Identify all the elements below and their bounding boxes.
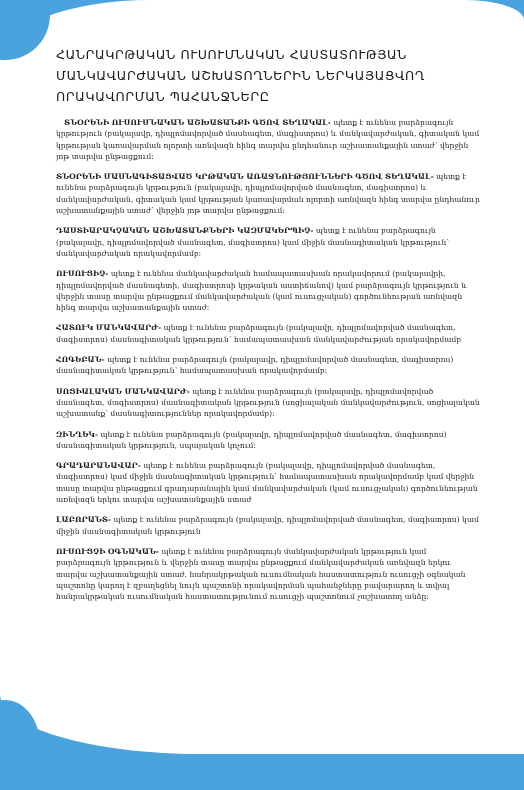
- position-title: ՍՈՑԻԱԼԱԿԱՆ ՄԱՆԿԱՎԱՐԺ-: [56, 386, 190, 396]
- requirement-paragraph: [56, 171, 480, 216]
- requirement-paragraph: [56, 322, 480, 345]
- requirement-text: պետք է ունենա բարձրագույն (բակալավր, դիպլոմավորված մասնագետ, մագիստրոս) կամ միջին մասնագիտական կրթություն: [56, 515, 479, 536]
- title-line: ՈՐԱԿԱՎՈՐՄԱՆ ՊԱՀԱՆՋՆԵՐԸ: [56, 89, 270, 104]
- requirement-text: պետք է ունենա բարձրագույն (բակալավր, դիպլոմավորված մասնագետ, մագիստրոս) մասնագիտական կրթություն՝ համապատասխան մանկավարժության որակավորմամբ: [56, 323, 462, 344]
- requirement-paragraph: [56, 268, 480, 313]
- requirement-text: պետք է ունենա բարձրագույն կրթություն (բակալավր, դիպլոմավորված մասնագետ, մագիստրոս) և մանկավարժական, գիտական կամ կրթության կառավարման ոլորտի առնվազն հինգ տարվա ընդհանուր աշխատանքային ստաժ՝ վերջին յոթ տարվա ընթացքում:: [56, 118, 480, 161]
- title-line: ՀԱՆՐԱԿՐԹԱԿԱՆ ՈՒՍՈՒՄՆԱԿԱՆ ՀԱՍՏԱՏՈՒԹՅԱՆ: [56, 47, 408, 62]
- requirement-text: պետք է ունենա բարձրագույն մանկավարժական կրթություն կամ բարձրագույն կրթություն և վերջին տասը տարվա ընթացքում մանկավարժական առնվազն երկու տարվա աշխատանքային ստաժ. հանրակրթական ուսումնական հաստատություն ուսուցչի օգնական պաշտոնը կարող է զբաղեցնել նույն պաշտոնի որակավորման պահանջները բավարարող և տվյալ հանրակրթական ուսումնական հաստատությունում ուսուցչի պաշտոնում չաշխատող անձը:: [56, 546, 466, 602]
- document-body: [56, 44, 480, 611]
- requirement-text: պետք է ունենա բարձրագույն (բակալավր, դիպլոմավորված մասնագետ, մագիստրոս) կամ միջին մասնագիտական կրթություն՝ համապատասխան որակավորմամբ կամ վերջին տասը տարվա ընթացքում գրադարանային կամ մանկավարժական (կամ ուսուցչական) գործունեության առնվազն երկու տարվա աշխատանքային ստաժ: [56, 461, 478, 505]
- requirement-paragraph: [56, 354, 480, 377]
- requirement-paragraph: [56, 225, 480, 259]
- requirement-paragraph: [56, 386, 480, 420]
- requirement-paragraph: [56, 429, 480, 452]
- requirement-text: պետք է ունենա բարձրագույն (բակալավր, դիպլոմավորված մասնագետ, մագիստրոս) մասնագիտական կրթություն՝ համապատասխան որակավորմամբ:: [56, 355, 454, 376]
- position-title: ՀԱՏՈՒԿ ՄԱՆԿԱՎԱՐԺ-: [56, 323, 162, 333]
- position-title: ԳՐԱԴԱՐԱՆԱՎԱՐ-: [56, 461, 141, 471]
- document-title: [56, 44, 480, 107]
- requirement-text: պետք է ունենա մանկավարժական համապատասխան որակավորում (բակալավրի, դիպլոմավորված մասնագետի, մագիստրոսի կրթական աստիճանով) կամ բարձրագույն կրթություն և վերջին տասը տարվա ընթացքում մանկավարժական (կամ ուսուցչական) գործունեության առնվազն հինգ տարվա աշխատանքային ստաժ:: [56, 269, 468, 313]
- position-title: ՈՒՍՈՒՑԻՉ-: [56, 269, 109, 279]
- position-title: ԼԱԲՈՐԱՆՏ-: [56, 515, 112, 525]
- position-title: ԶԻՆՂԵԿ-: [56, 429, 99, 439]
- requirement-text: պետք է ունենա բարձրագույն (բակալավր, դիպլոմավորված մասնագետ, մագիստրոս) մասնագիտական կրթություն, սպայական կոչում:: [56, 429, 447, 450]
- title-line: ՄԱՆԿԱՎԱՐԺԱԿԱՆ ԱՇԽԱՏՈՂՆԵՐԻՆ ՆԵՐԿԱՅԱՑՎՈՂ: [56, 68, 425, 83]
- requirement-text: պետք է ունենա բարձրագույն (բակալավր, դիպլոմավորված մասնագետ, մագիստրոս) մասնագիտական կրթություն (սոցիալական մանկավարժություն, սոցիալական աշխատանք՝ մասնագիտություններ որակավորմամբ):: [56, 386, 480, 419]
- position-title: ՀՈԳԵԲԱՆ-: [56, 355, 105, 365]
- requirement-paragraph: [56, 514, 480, 537]
- position-title: ՏՆՕՐԵՆԻ ՄԱՍՆԱԳԻՏԱՑՎԱԾ ԿՐԹԱԿԱՆ ԱՌԱՋՆՈՒԹՅՈՒՆՆԵՐԻ ԳԾՈՎ ՏԵՂԱԿԱԼ-: [56, 172, 434, 182]
- requirement-paragraph: [56, 117, 480, 162]
- position-title: ԴԱՍՏԻԱՐԱԿՉԱԿԱՆ ԱՇԽԱՏԱՆՔՆԵՐԻ ԿԱԶՄԱԿԵՐՊԻՉ-: [56, 226, 314, 236]
- requirement-text: պետք է ունենա բարձրագույն (բակալավր, դիպլոմավորված մասնագետ, մագիստրոս) կամ միջին մասնագիտական կրթություն՝ մանկավարժական որակավորմամբ:: [56, 226, 449, 258]
- requirement-paragraph: [56, 546, 480, 602]
- requirement-text: պետք է ունենա բարձրագույն կրթություն (բակալավր, դիպլոմավորված մասնագետ, մագիստրոս) և մանկավարժական, գիտական կամ կրթության կառավարման ոլորտի առնվազն հինգ տարվա ընդհանուր աշխատանքային ստաժ՝ վերջին յոթ տարվա ընթացքում:: [56, 172, 480, 216]
- position-title: ՏՆՕՐԵՆԻ ՈՒՍՈՒՄՆԱԿԱՆ ԱՇԽԱՏԱՆՔԻ ԳԾՈՎ ՏԵՂԱԿԱԼ-: [64, 118, 331, 127]
- requirement-paragraph: [56, 460, 480, 505]
- position-title: ՈՒՍՈՒՑՉԻ ՕԳՆԱԿԱՆ-: [56, 546, 160, 556]
